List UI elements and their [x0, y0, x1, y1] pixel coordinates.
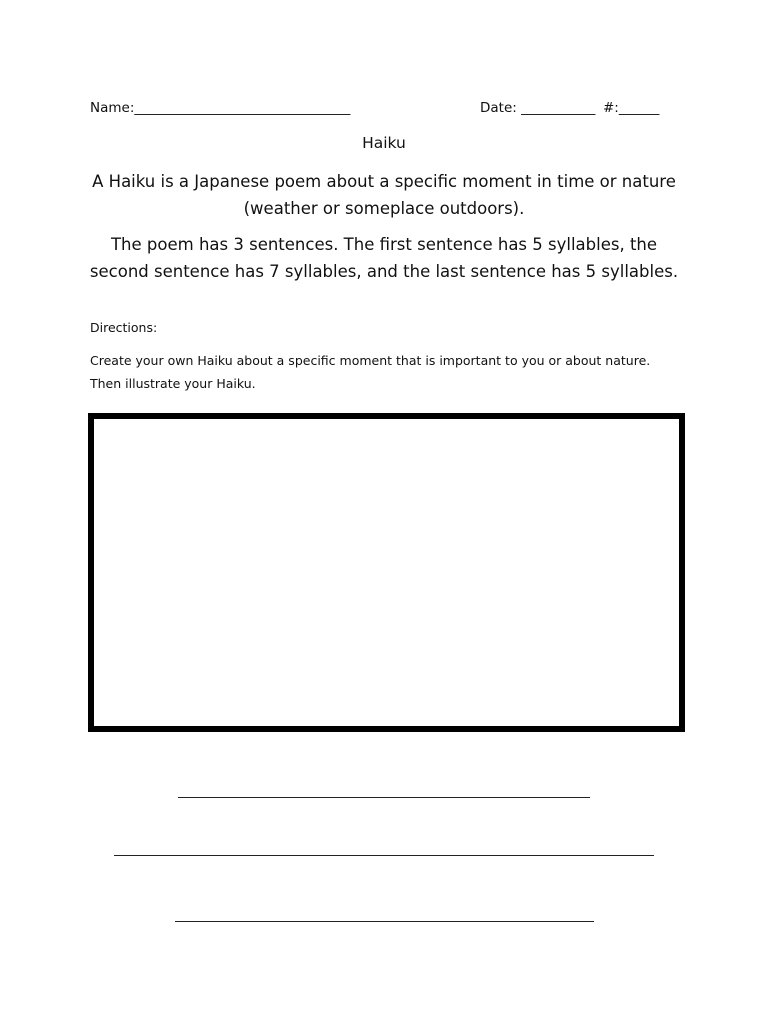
intro-paragraph-definition: A Haiku is a Japanese poem about a specific moment in time or nature (weather or someplace outdoors). [92, 172, 676, 218]
haiku-line-1[interactable] [178, 797, 590, 798]
number-field[interactable]: #:______ [603, 100, 660, 116]
intro-text [80, 168, 688, 285]
worksheet-title: Haiku [362, 134, 406, 152]
directions-label: Directions: [90, 320, 158, 335]
haiku-line-3[interactable] [175, 921, 594, 922]
name-field[interactable]: Name:________________________________ [90, 100, 351, 116]
haiku-line-2[interactable] [114, 855, 654, 856]
intro-paragraph-syllables: The poem has 3 sentences. The first sentence has 5 syllables, the second sentence has 7 syllables, and the last sentence has 5 syllables. [89, 235, 679, 281]
illustration-box[interactable] [88, 413, 685, 732]
date-field[interactable]: Date: ___________ [480, 100, 596, 116]
directions-text: Create your own Haiku about a specific moment that is important to you or about nature. Then illustrate your Haiku. [90, 353, 651, 391]
